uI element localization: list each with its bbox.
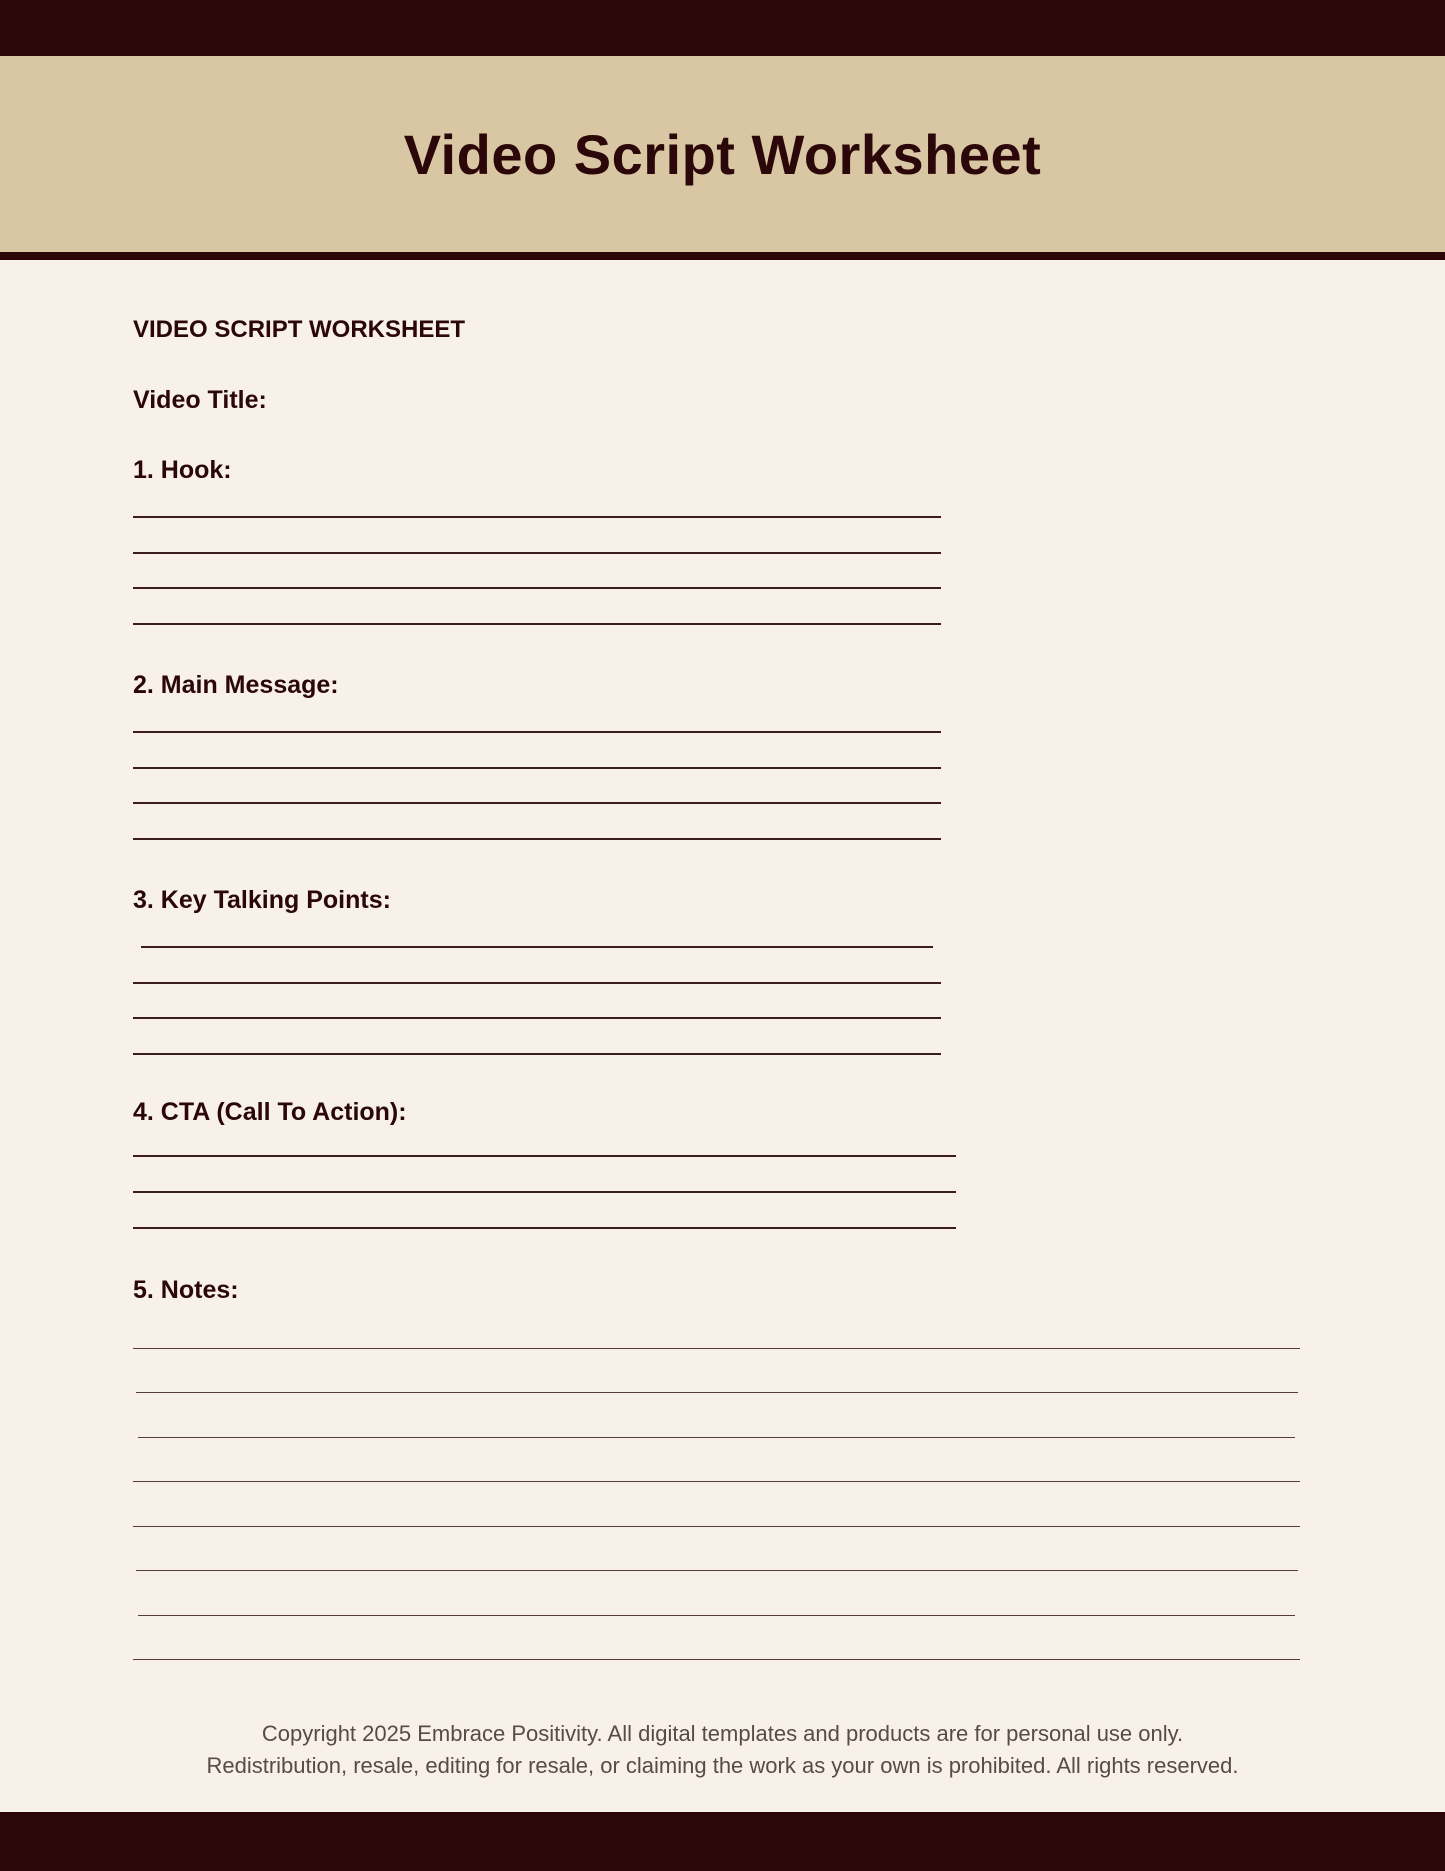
main-message-line-1[interactable] — [133, 731, 941, 733]
hook-line-1[interactable] — [133, 516, 941, 518]
notes-line-2[interactable] — [136, 1392, 1298, 1393]
bottom-bar — [0, 1812, 1445, 1871]
hook-line-4[interactable] — [133, 623, 941, 625]
cta-label: 4. CTA (Call To Action): — [133, 1098, 407, 1126]
copyright-footer — [0, 1718, 1445, 1782]
hook-label: 1. Hook: — [133, 456, 232, 484]
top-bar — [0, 0, 1445, 56]
notes-line-3[interactable] — [138, 1437, 1295, 1438]
notes-line-4[interactable] — [133, 1481, 1300, 1482]
worksheet-heading: VIDEO SCRIPT WORKSHEET — [133, 316, 466, 343]
notes-line-6[interactable] — [136, 1570, 1298, 1571]
video-title-label: Video Title: — [133, 386, 267, 414]
notes-line-1[interactable] — [133, 1348, 1300, 1349]
cta-line-3[interactable] — [133, 1227, 956, 1229]
copyright-line-1: Copyright 2025 Embrace Positivity. All digital templates and products are for personal use only. — [261, 1721, 1184, 1746]
notes-line-5[interactable] — [133, 1526, 1300, 1527]
main-message-label: 2. Main Message: — [133, 671, 339, 699]
talking-points-line-2[interactable] — [133, 982, 941, 984]
main-message-line-2[interactable] — [133, 767, 941, 769]
key-talking-points-label: 3. Key Talking Points: — [133, 886, 391, 914]
talking-points-line-1[interactable] — [141, 946, 933, 948]
main-message-line-3[interactable] — [133, 802, 941, 804]
cta-line-1[interactable] — [133, 1155, 956, 1157]
notes-line-8[interactable] — [133, 1659, 1300, 1660]
talking-points-line-4[interactable] — [133, 1053, 941, 1055]
copyright-line-2: Redistribution, resale, editing for resale, or claiming the work as your own is prohibited. All rights reserved. — [206, 1753, 1239, 1778]
header-band — [0, 56, 1445, 260]
page-title: Video Script Worksheet — [403, 122, 1042, 186]
hook-line-2[interactable] — [133, 552, 941, 554]
notes-label: 5. Notes: — [133, 1276, 239, 1304]
talking-points-line-3[interactable] — [133, 1017, 941, 1019]
main-message-line-4[interactable] — [133, 838, 941, 840]
hook-line-3[interactable] — [133, 587, 941, 589]
notes-line-7[interactable] — [138, 1615, 1295, 1616]
cta-line-2[interactable] — [133, 1191, 956, 1193]
